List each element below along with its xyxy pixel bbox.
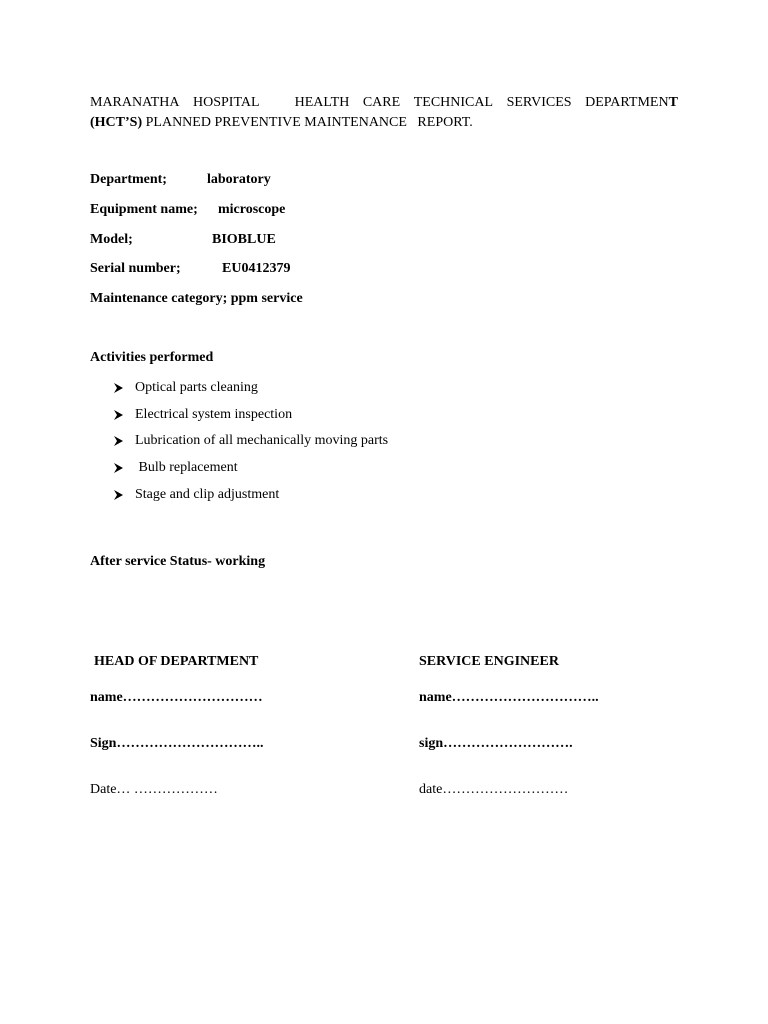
activity-text: Lubrication of all mechanically moving parts xyxy=(135,433,389,449)
title-word: HOSPITAL xyxy=(192,95,260,110)
serial-field xyxy=(90,261,291,277)
title-word: DEPARTMEN xyxy=(585,95,669,110)
title-word: HEALTH xyxy=(294,95,350,110)
serial-value: EU0412379 xyxy=(222,261,291,276)
activity-text: Optical parts cleaning xyxy=(135,380,258,395)
activities-heading: Activities performed xyxy=(90,350,214,365)
equipment-value: microscope xyxy=(218,202,286,217)
arrow-bullet-icon xyxy=(113,431,125,451)
title-word: CARE xyxy=(362,95,401,110)
model-value: BIOBLUE xyxy=(212,232,276,247)
title-word-bold-end: T xyxy=(668,95,678,110)
title-word: MARANATHA xyxy=(90,95,180,110)
title-line-1 xyxy=(90,93,678,113)
category-field xyxy=(90,291,303,307)
arrow-bullet-icon xyxy=(113,485,125,505)
activity-text: Stage and clip adjustment xyxy=(135,486,280,502)
head-name-line: name………………………… xyxy=(90,690,263,705)
arrow-bullet-icon xyxy=(113,378,125,398)
category-label: Maintenance category; xyxy=(90,291,228,306)
activity-text: Electrical system inspection xyxy=(135,406,293,422)
title-hcts: (HCT’S) xyxy=(90,115,143,130)
head-of-department-heading: HEAD OF DEPARTMENT xyxy=(94,654,259,669)
head-sign-line: Sign………………………….. xyxy=(90,736,264,751)
department-field xyxy=(90,172,271,188)
category-value: ppm service xyxy=(230,291,303,306)
model-field xyxy=(90,232,276,248)
serial-label: Serial number; xyxy=(90,261,181,276)
engineer-date-line: date……………………… xyxy=(419,782,569,797)
title-word: TECHNICAL xyxy=(413,95,494,110)
title-line-2-rest: PLANNED PREVENTIVE MAINTENANCE REPORT. xyxy=(142,115,473,130)
engineer-name-line: name………………………….. xyxy=(419,690,599,705)
arrow-bullet-icon xyxy=(113,458,125,478)
equipment-label: Equipment name; xyxy=(90,202,198,217)
department-label: Department; xyxy=(90,172,167,187)
title-word: SERVICES xyxy=(506,95,572,110)
title-line-2 xyxy=(90,113,678,133)
engineer-sign-line: sign………………………. xyxy=(419,736,573,751)
report-title xyxy=(90,93,678,133)
department-value: laboratory xyxy=(207,172,271,187)
after-service-status: After service Status- working xyxy=(90,554,266,569)
equipment-field xyxy=(90,202,286,218)
head-date-line: Date… ……………… xyxy=(90,782,218,797)
activity-text: Bulb replacement xyxy=(135,460,238,476)
arrow-bullet-icon xyxy=(113,405,125,425)
model-label: Model; xyxy=(90,232,133,247)
service-engineer-heading: SERVICE ENGINEER xyxy=(419,654,559,669)
